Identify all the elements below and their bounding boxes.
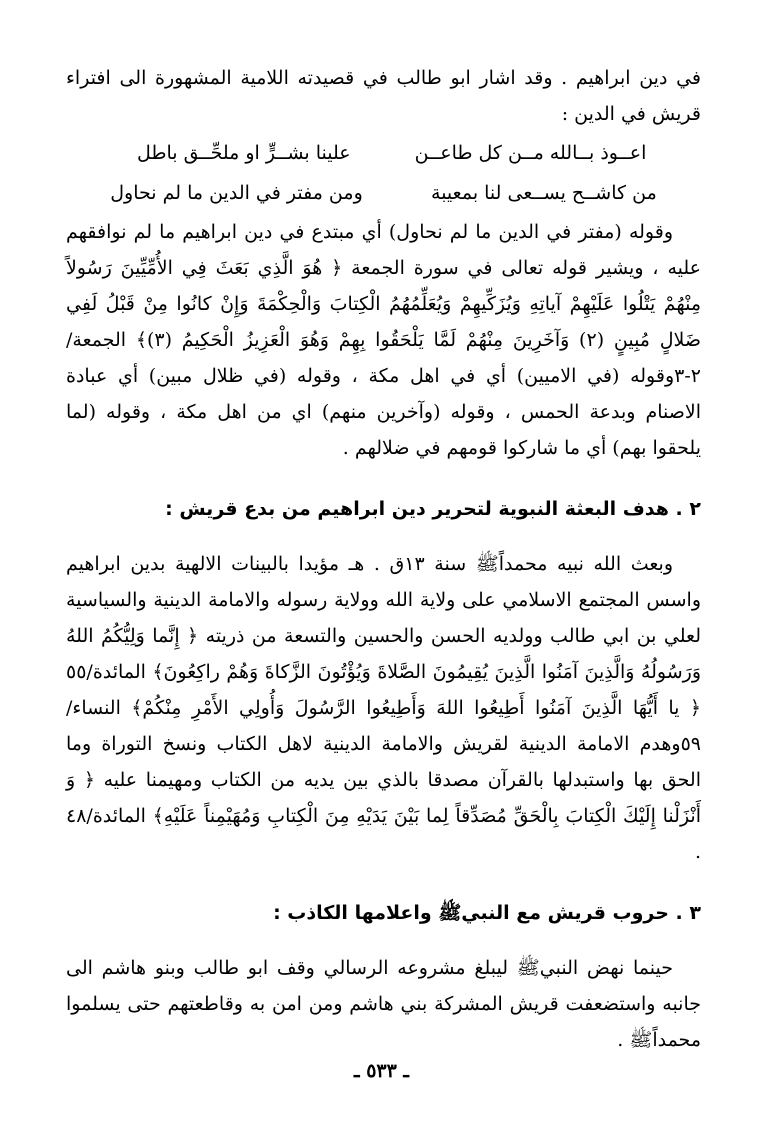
section-3-body: حينما نهض النبيﷺ ليبلغ مشروعه الرسالي وقف ابو طالب وبنو هاشم الى جانبه واستضعفت قريش المشركة بني هاشم ومن امن به وقاطعتهم حتى يسلموا محمداًﷺ . bbox=[66, 957, 701, 1051]
verse-hemistich-left: علينا بشــرٍّ او ملحِّــق باطل bbox=[136, 142, 351, 164]
poem-verse bbox=[66, 134, 701, 172]
section-3-heading: ٣ . حروب قريش مع النبيﷺ واعلامها الكاذب : bbox=[273, 902, 701, 924]
poem-block bbox=[66, 134, 701, 212]
verse-hemistich-right: اعــوذ بــالله مــن كل طاعــن bbox=[414, 142, 647, 164]
verse-hemistich-right: من كاشــح يســعى لنا بمعيبة bbox=[431, 182, 657, 204]
poem-verse bbox=[66, 174, 701, 212]
section-2-heading: ٢ . هدف البعثة النبوية لتحرير دين ابراهيم من بدع قريش : bbox=[165, 498, 701, 520]
verse-hemistich-left: ومن مفتر في الدين ما لم نحاول bbox=[110, 182, 363, 204]
commentary-paragraph: وقوله (مفتر في الدين ما لم نحاول) أي مبتدع في دين ابراهيم ما لم نوافقهم عليه ، ويشير قوله تعالى في سورة الجمعة ﴿ هُوَ الَّذِي بَعَثَ فِي الأُمِّيِّينَ رَسُولاً مِنْهُمْ يَتْلُوا عَلَيْهِمْ آياتِهِ وَيُزَكِّيهِمْ وَيُعَلِّمُهُمُ الْكِتابَ وَالْحِكْمَةَ وَإِنْ كانُوا مِنْ قَبْلُ لَفِي ضَلالٍ مُبِينٍ (٢) وَآخَرِينَ مِنْهُمْ لَمَّا يَلْحَقُوا بِهِمْ وَهُوَ الْعَزِيزُ الْحَكِيمُ (٣)﴾ الجمعة/٢-٣وقوله (في الاميين) أي في اهل مكة ، وقوله (في ظلال مبين) أي عبادة الاصنام وبدعة الحمس ، وقوله (وآخرين منهم) اي من اهل مكة ، وقوله (لما يلحقوا بهم) أي ما شاركوا قومهم في ضلالهم . bbox=[66, 221, 702, 459]
intro-paragraph: في دين ابراهيم . وقد اشار ابو طالب في قصيدته اللامية المشهورة الى افتراء قريش في الدين : bbox=[66, 67, 701, 125]
section-2-body: وبعث الله نبيه محمداًﷺ سنة ١٣ق . هـ مؤيدا بالبينات الالهية بدين ابراهيم واسس المجتمع الاسلامي على ولاية الله وولاية رسوله والامامة الدينية والسياسية لعلي بن ابي طالب وولديه الحسن والحسين والتسعة من ذريته ﴿ إِنَّما وَلِيُّكُمُ اللهُ وَرَسُولُهُ وَالَّذِينَ آمَنُوا الَّذِينَ يُقِيمُونَ الصَّلاةَ وَيُؤْتُونَ الزَّكاةَ وَهُمْ راكِعُونَ﴾ المائدة/٥٥ ﴿ يا أَيُّهَا الَّذِينَ آمَنُوا أَطِيعُوا اللهَ وَأَطِيعُوا الرَّسُولَ وَأُولِي الأَمْرِ مِنْكُمْ﴾ النساء/٥٩وهدم الامامة الدينية لقريش والامامة الدينية لاهل الكتاب ونسخ التوراة وما الحق بها واستبدلها بالقرآن مصدقا بالذي بين يديه من الكتاب ومهيمنا عليه ﴿ وَ أَنْزَلْنا إِلَيْكَ الْكِتابَ بِالْحَقِّ مُصَدِّقاً لِما بَيْنَ يَدَيْهِ مِنَ الْكِتابِ وَمُهَيْمِناً عَلَيْهِ﴾ المائدة/٤٨ . bbox=[66, 553, 701, 863]
page-number: ـ ٥٣٣ ـ bbox=[354, 1060, 409, 1082]
